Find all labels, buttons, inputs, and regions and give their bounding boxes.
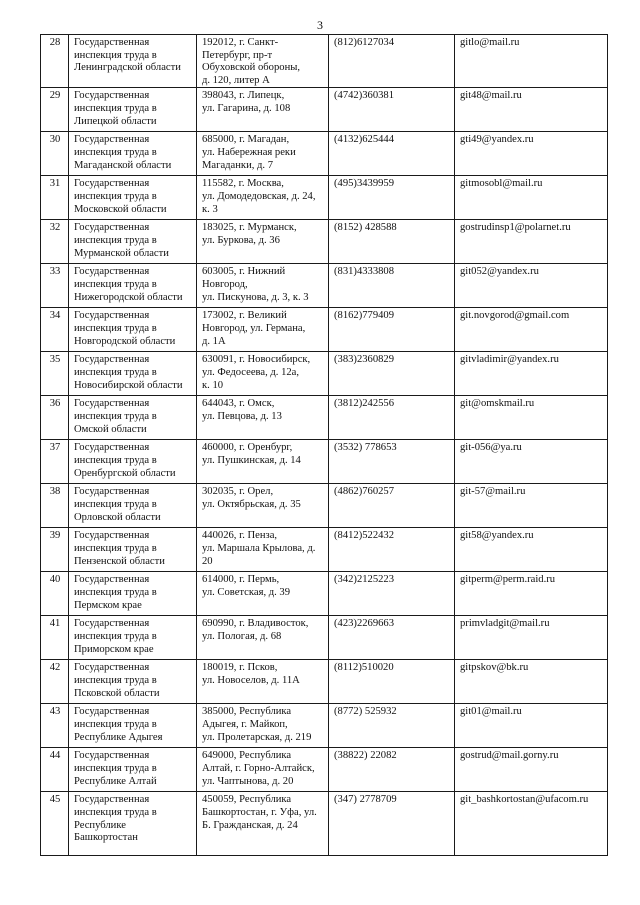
row-number: 44 [41, 748, 69, 792]
inspection-email: gti49@yandex.ru [455, 132, 608, 176]
inspection-phone: (383)2360829 [329, 352, 455, 396]
inspection-phone: (342)2125223 [329, 572, 455, 616]
row-number: 30 [41, 132, 69, 176]
inspection-email: git-056@ya.ru [455, 440, 608, 484]
row-number: 39 [41, 528, 69, 572]
inspection-phone: (4132)625444 [329, 132, 455, 176]
inspection-email: primvladgit@mail.ru [455, 616, 608, 660]
inspection-email: gitvladimir@yandex.ru [455, 352, 608, 396]
inspection-phone: (347) 2778709 [329, 792, 455, 856]
table-body [41, 35, 608, 856]
row-number: 43 [41, 704, 69, 748]
table-row [41, 484, 608, 528]
table-row [41, 264, 608, 308]
inspection-email: gitmosobl@mail.ru [455, 176, 608, 220]
table-row [41, 704, 608, 748]
inspection-email: gitpskov@bk.ru [455, 660, 608, 704]
inspection-email: gitlo@mail.ru [455, 35, 608, 88]
inspection-email: git01@mail.ru [455, 704, 608, 748]
inspection-email: gostrudinsp1@polarnet.ru [455, 220, 608, 264]
inspection-address: 603005, г. Нижний Новгород, ул. Пискунова, д. 3, к. 3 [197, 264, 329, 308]
row-number: 33 [41, 264, 69, 308]
inspection-name: Государственная инспекция труда в Республике Алтай [69, 748, 197, 792]
inspection-name: Государственная инспекция труда в Республике Башкортостан [69, 792, 197, 856]
inspection-phone: (8412)522432 [329, 528, 455, 572]
inspection-address: 440026, г. Пенза, ул. Маршала Крылова, д. 20 [197, 528, 329, 572]
inspection-name: Государственная инспекция труда в Ленинградской области [69, 35, 197, 88]
inspection-name: Государственная инспекция труда в Мурманской области [69, 220, 197, 264]
inspection-name: Государственная инспекция труда в Оренбургской области [69, 440, 197, 484]
inspection-phone: (495)3439959 [329, 176, 455, 220]
row-number: 42 [41, 660, 69, 704]
inspection-address: 302035, г. Орел, ул. Октябрьская, д. 35 [197, 484, 329, 528]
row-number: 31 [41, 176, 69, 220]
table-row [41, 528, 608, 572]
table-row [41, 220, 608, 264]
inspection-email: git_bashkortostan@ufacom.ru [455, 792, 608, 856]
row-number: 45 [41, 792, 69, 856]
inspection-address: 644043, г. Омск, ул. Певцова, д. 13 [197, 396, 329, 440]
labor-inspections-table [40, 34, 608, 856]
inspection-name: Государственная инспекция труда в Республике Адыгея [69, 704, 197, 748]
inspection-address: 685000, г. Магадан, ул. Набережная реки Магаданки, д. 7 [197, 132, 329, 176]
inspection-phone: (831)4333808 [329, 264, 455, 308]
inspection-email: gostrud@mail.gorny.ru [455, 748, 608, 792]
row-number: 28 [41, 35, 69, 88]
table-row [41, 572, 608, 616]
inspection-address: 460000, г. Оренбург, ул. Пушкинская, д. 14 [197, 440, 329, 484]
table-row [41, 352, 608, 396]
table-row [41, 88, 608, 132]
inspection-address: 649000, Республика Алтай, г. Горно-Алтайск, ул. Чаптынова, д. 20 [197, 748, 329, 792]
inspection-address: 630091, г. Новосибирск, ул. Федосеева, д. 12а, к. 10 [197, 352, 329, 396]
inspection-email: git052@yandex.ru [455, 264, 608, 308]
inspection-address: 115582, г. Москва, ул. Домодедовская, д. 24, к. 3 [197, 176, 329, 220]
inspection-name: Государственная инспекция труда в Магаданской области [69, 132, 197, 176]
inspection-name: Государственная инспекция труда в Новосибирской области [69, 352, 197, 396]
inspection-phone: (4742)360381 [329, 88, 455, 132]
inspection-address: 173002, г. Великий Новгород, ул. Германа, д. 1А [197, 308, 329, 352]
inspection-email: git48@mail.ru [455, 88, 608, 132]
inspection-name: Государственная инспекция труда в Орловской области [69, 484, 197, 528]
inspection-phone: (3532) 778653 [329, 440, 455, 484]
inspection-address: 614000, г. Пермь, ул. Советская, д. 39 [197, 572, 329, 616]
row-number: 38 [41, 484, 69, 528]
page-number: 3 [317, 18, 323, 32]
inspection-phone: (8772) 525932 [329, 704, 455, 748]
inspection-email: git.novgorod@gmail.com [455, 308, 608, 352]
inspection-phone: (8162)779409 [329, 308, 455, 352]
inspection-name: Государственная инспекция труда в Московской области [69, 176, 197, 220]
inspection-phone: (4862)760257 [329, 484, 455, 528]
inspection-name: Государственная инспекция труда в Нижегородской области [69, 264, 197, 308]
inspection-phone: (8152) 428588 [329, 220, 455, 264]
table-row [41, 396, 608, 440]
inspection-phone: (38822) 22082 [329, 748, 455, 792]
row-number: 37 [41, 440, 69, 484]
inspection-name: Государственная инспекция труда в Новгородской области [69, 308, 197, 352]
inspection-phone: (8112)510020 [329, 660, 455, 704]
table-row [41, 616, 608, 660]
inspection-name: Государственная инспекция труда в Псковской области [69, 660, 197, 704]
inspection-name: Государственная инспекция труда в Пермском крае [69, 572, 197, 616]
inspection-address: 690990, г. Владивосток, ул. Пологая, д. 68 [197, 616, 329, 660]
inspection-phone: (3812)242556 [329, 396, 455, 440]
inspections-table-container [40, 34, 607, 856]
inspection-name: Государственная инспекция труда в Приморском крае [69, 616, 197, 660]
inspection-email: git@omskmail.ru [455, 396, 608, 440]
inspection-address: 180019, г. Псков, ул. Новоселов, д. 11А [197, 660, 329, 704]
row-number: 36 [41, 396, 69, 440]
row-number: 41 [41, 616, 69, 660]
table-row [41, 308, 608, 352]
table-row [41, 660, 608, 704]
inspection-address: 450059, Республика Башкортостан, г. Уфа, ул. Б. Гражданская, д. 24 [197, 792, 329, 856]
table-row [41, 132, 608, 176]
inspection-address: 398043, г. Липецк, ул. Гагарина, д. 108 [197, 88, 329, 132]
inspection-address: 192012, г. Санкт- Петербург, пр-т Обуховской обороны, д. 120, литер А [197, 35, 329, 88]
inspection-name: Государственная инспекция труда в Липецкой области [69, 88, 197, 132]
row-number: 40 [41, 572, 69, 616]
row-number: 34 [41, 308, 69, 352]
row-number: 29 [41, 88, 69, 132]
inspection-email: git58@yandex.ru [455, 528, 608, 572]
inspection-email: git-57@mail.ru [455, 484, 608, 528]
table-row [41, 35, 608, 88]
inspection-address: 385000, Республика Адыгея, г. Майкоп, ул. Пролетарская, д. 219 [197, 704, 329, 748]
inspection-phone: (812)6127034 [329, 35, 455, 88]
inspection-name: Государственная инспекция труда в Омской области [69, 396, 197, 440]
inspection-email: gitperm@perm.raid.ru [455, 572, 608, 616]
inspection-phone: (423)2269663 [329, 616, 455, 660]
table-row [41, 748, 608, 792]
inspection-name: Государственная инспекция труда в Пензенской области [69, 528, 197, 572]
table-row [41, 792, 608, 856]
row-number: 32 [41, 220, 69, 264]
table-row [41, 176, 608, 220]
row-number: 35 [41, 352, 69, 396]
inspection-address: 183025, г. Мурманск, ул. Буркова, д. 36 [197, 220, 329, 264]
table-row [41, 440, 608, 484]
